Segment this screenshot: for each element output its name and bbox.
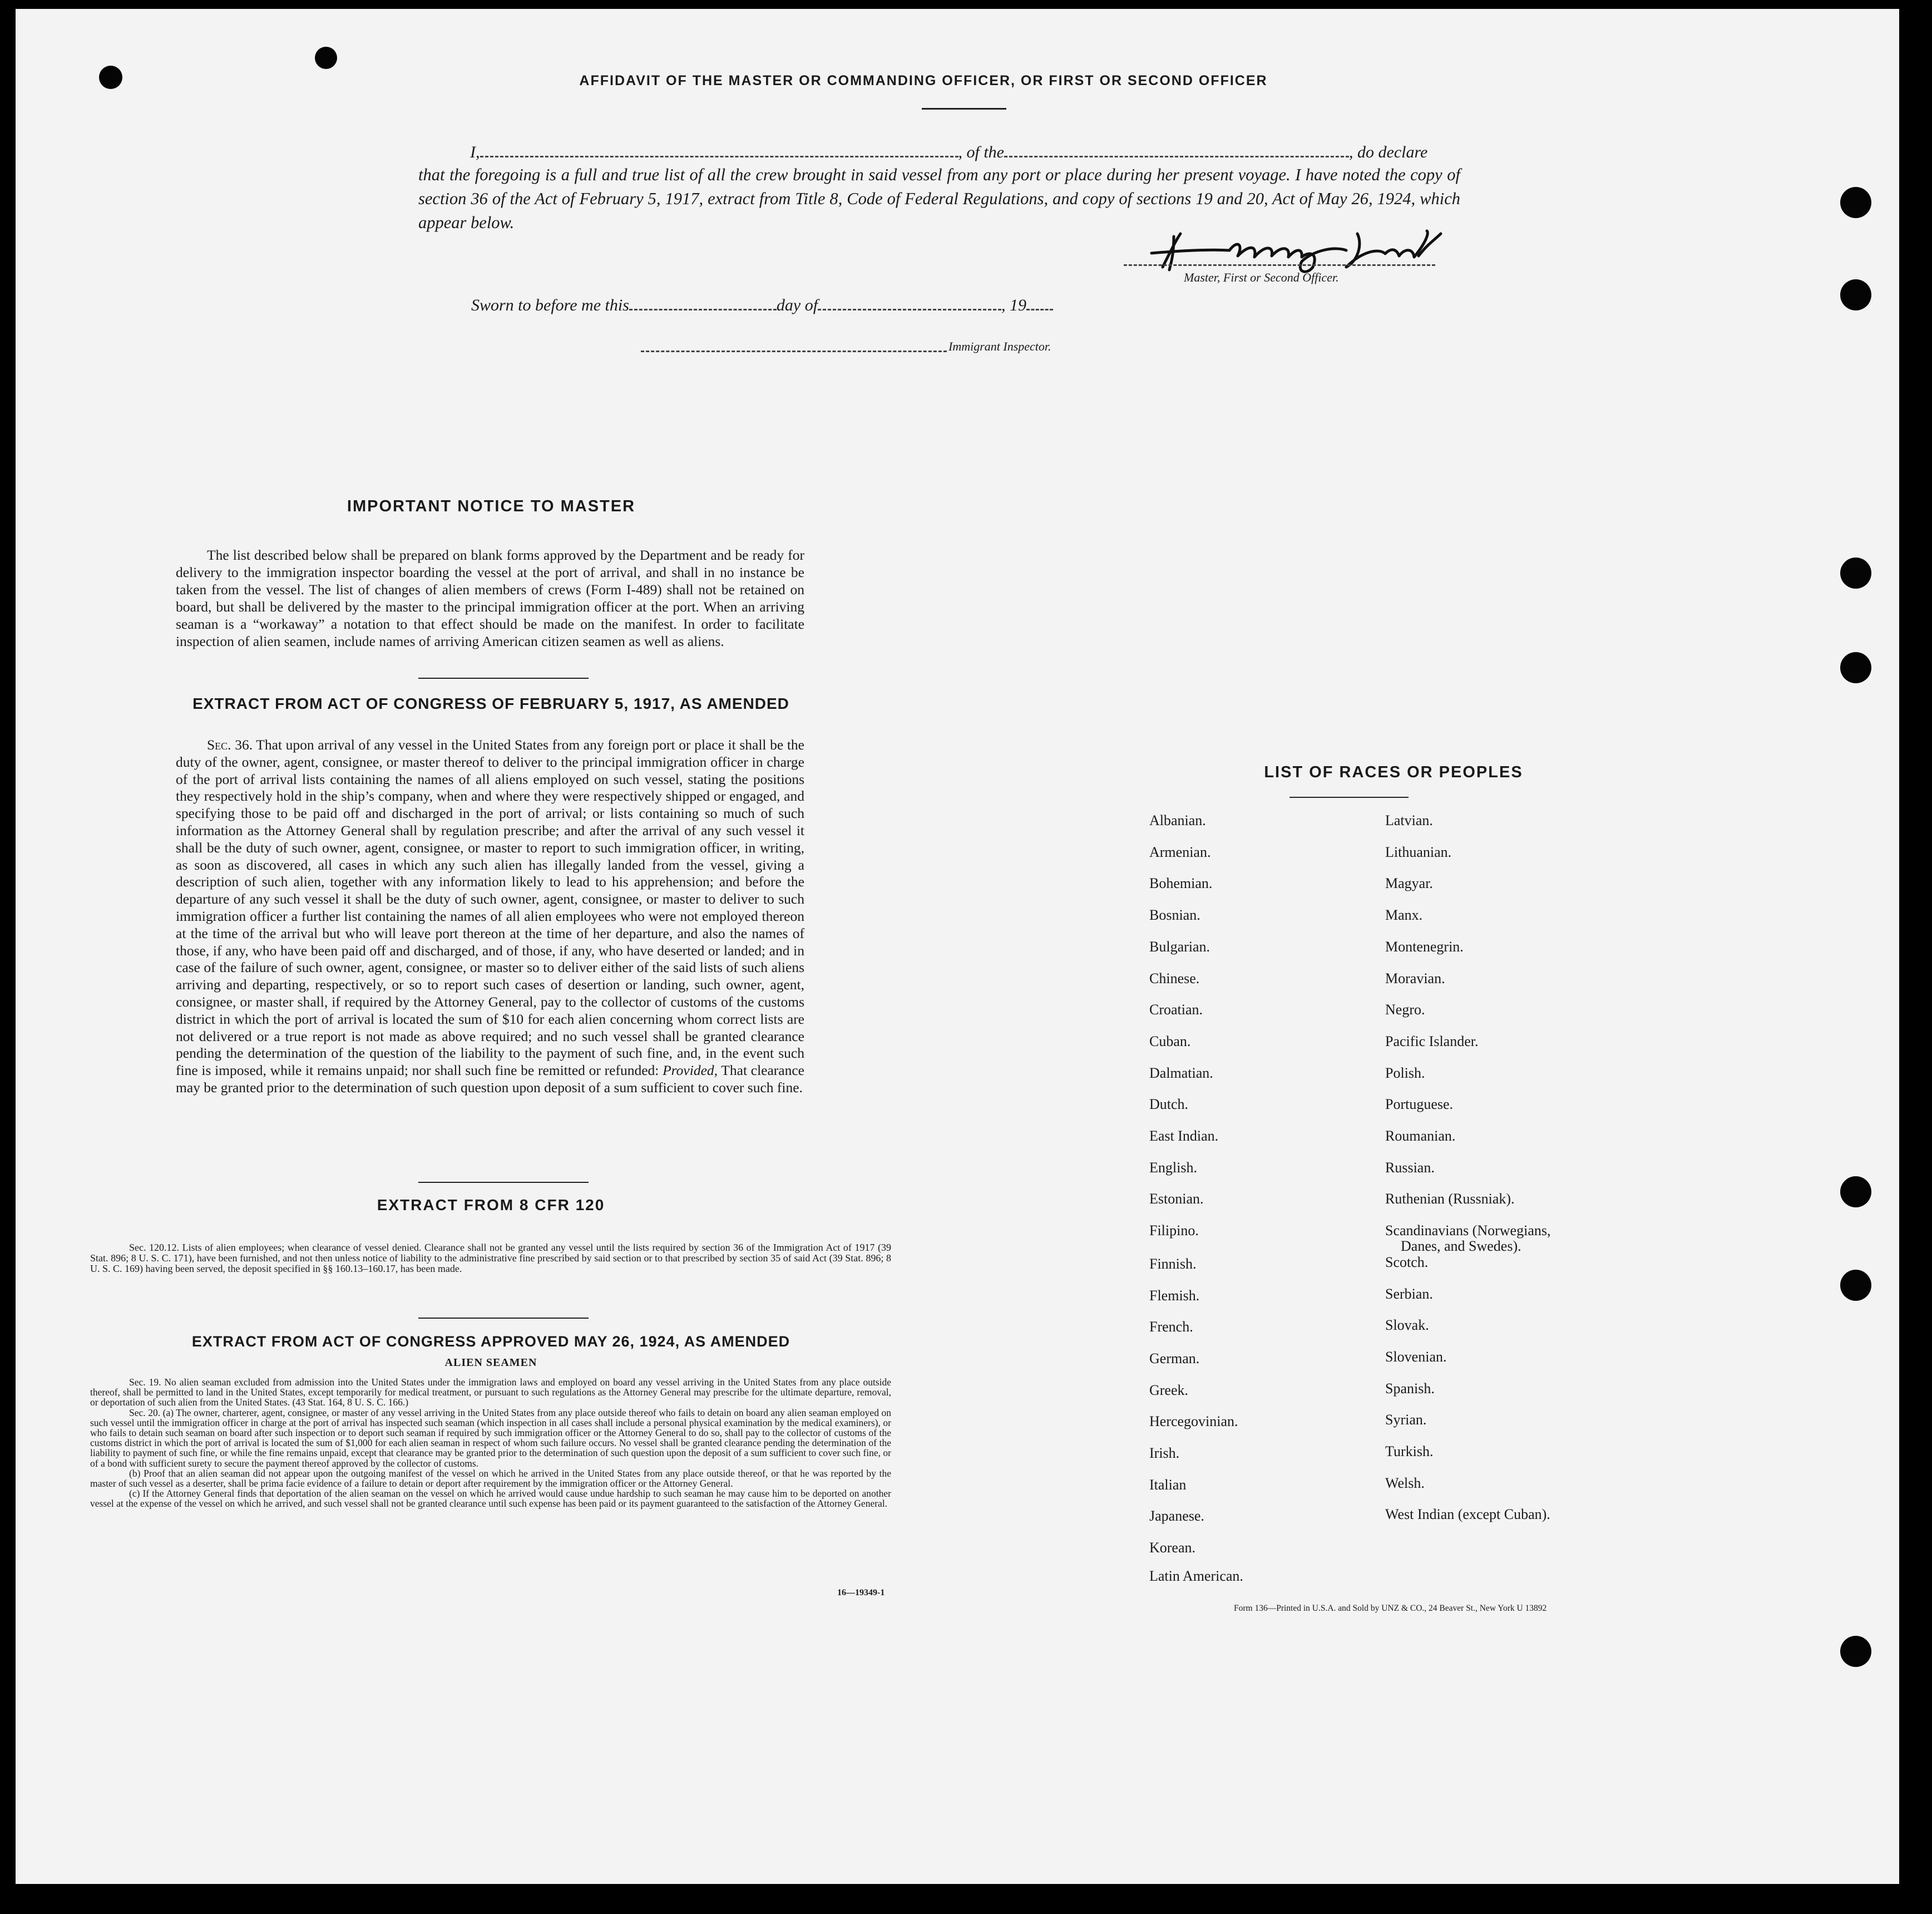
race-item: Japanese. [1149, 1508, 1204, 1525]
signature-line [1124, 264, 1435, 266]
extract-1924-body [90, 1377, 891, 1509]
inspector-signature-line[interactable] [641, 351, 947, 352]
sec-19-text: Sec. 19. No alien seaman excluded from admission into the United States under the immigration laws and employed on board any vessel arriving in the United States from any place outside thereof, shall be permitted to land in the United States, except temporarily for medical treatment, or pursuant to such regulations as the Attorney General may prescribe for the ultimate departure, removal, or deportation of such alien from the United States. (43 Stat. 164, 8 U. S. C. 166.) [90, 1377, 891, 1408]
race-item: Roumanian. [1385, 1128, 1456, 1144]
sworn-month-field[interactable] [818, 292, 1001, 310]
race-item: Latvian. [1385, 812, 1433, 828]
label-i: I, [470, 143, 480, 161]
punch-hole [1840, 652, 1871, 683]
punch-hole [1840, 1636, 1871, 1667]
divider [418, 678, 589, 679]
race-item: Lithuanian. [1385, 843, 1452, 860]
cfr-title: EXTRACT FROM 8 CFR 120 [377, 1196, 605, 1213]
signature-caption: Master, First or Second Officer. [1184, 270, 1339, 284]
race-item: Negro. [1385, 1002, 1425, 1018]
label-sworn: Sworn to before me this [471, 296, 629, 314]
race-item: Montenegrin. [1385, 938, 1464, 955]
sec-20a-text: Sec. 20. (a) The owner, charterer, agent, consignee, or master of any vessel arriving in the United States from any place outside thereof who fails to detain on board any alien seaman employed on such vessel until the immigration officer in charge at the port of arrival has inspected such seaman (which inspection in all cases shall include a personal physical examination by the medical examiners), or who fails to detain such seaman on board after such inspection or to deport such seaman if required by such immigration officer or the Attorney General to do so, shall pay to the collector of customs of the customs district in which the port of arrival is located the sum of $1,000 for each alien seaman in respect of whom such failure occurs. No vessel shall be granted clearance pending the determination of the liability to payment of such fine, or while the fine remains unpaid, except that clearance may be granted prior to the determination of such question upon the deposit of a sum sufficient to cover such fine, or of a bond with sufficient surety to secure the payment thereof approved by the collector of customs. [90, 1407, 891, 1469]
provided-label: Provided, [663, 1062, 718, 1079]
race-item: Flemish. [1149, 1287, 1200, 1304]
extract-1917-title: EXTRACT FROM ACT OF CONGRESS OF FEBRUARY 5, 1917, AS AMENDED [192, 695, 789, 712]
sec-36-text: That upon arrival of any vessel in the United States from any foreign port or place it shall be the duty of the owner, agent, consignee, or master thereof to deliver to the principal immigration officer in charge of the port of arrival lists containing the names of all aliens employed on such vessel, stating the positions they respectively hold in the ship’s company, when and where they were respectively shipped or engaged, and specifying those to be paid off and discharged in the port of arrival; or lists containing so much of such information as the Attorney General shall by regulation prescribe; and after the arrival of any such vessel it shall be the duty of such owner, agent, consignee, or master to report to such immigration officer, in writing, as soon as discovered, all cases in which any such alien has illegally landed from the vessel, giving a description of such alien, together with any information likely to lead to his apprehension; and before the departure of any such vessel it shall be the duty of such owner, agent, consignee, or master to deliver to such immigration officer a further list containing the names of all alien employees who were not employed thereon at the time of the arrival but who will leave port thereon at the time of her departure, and also the names of those, if any, who have been paid off and discharged, and of those, if any, who have deserted or landed; and in case of the failure of such owner, agent, consignee, or master so to deliver either of the said lists of such aliens arriving and departing, respectively, or so to report such cases of desertion or landing, such owner, agent, consignee, or master shall, if required by the Attorney General, pay to the collector of customs of the customs district in which the port of arrival is located the sum of $10 for each alien concerning whom correct lists are not delivered or a true report is not made as above required; and no such vessel shall be granted clearance pending the determination of the question of the liability to the payment of such fine, and, in the event such fine is imposed, while it remains unpaid; nor shall such fine be remitted or refunded: [176, 737, 804, 1079]
sec-36-label: Sec. 36. [207, 737, 253, 753]
race-item: Bosnian. [1149, 907, 1200, 924]
race-item: Dutch. [1149, 1096, 1189, 1113]
race-item: Spanish. [1385, 1380, 1435, 1397]
extract-1917-body [176, 737, 804, 1097]
race-item: German. [1149, 1350, 1200, 1367]
race-item: Welsh. [1385, 1474, 1425, 1491]
sec-20c-text: (c) If the Attorney General finds that deportation of the alien seaman on the vessel on which he arrived would cause undue hardship to such seaman he may cause him to be deported on another vessel at the expense of the vessel on which he arrived, and such vessel shall not be granted clearance until such expense has been paid or its payment guaranteed to the satisfaction of the Attorney General. [90, 1488, 891, 1510]
race-item: Italian [1149, 1476, 1187, 1493]
race-item: Pacific Islander. [1385, 1033, 1479, 1049]
affidavit-body: that the foregoing is a full and true list of all the crew brought in said vessel from any port or place during her present voyage. I have noted the copy of section 36 of the Act of February 5, 1917, extract from Title 8, Code of Federal Regulations, and copy of sections 19 and 20, Act of May 26, 1924, which appear below. [418, 165, 1460, 232]
race-item: Moravian. [1385, 970, 1445, 986]
race-item: Portuguese. [1385, 1096, 1454, 1113]
race-item: Estonian. [1149, 1191, 1204, 1207]
printer-imprint: Form 136—Printed in U.S.A. and Sold by UNZ & CO., 24 Beaver St., New York U 13892 [1234, 1604, 1547, 1613]
punch-hole [1840, 1270, 1871, 1301]
race-item: Danes, and Swedes). [1401, 1238, 1521, 1255]
race-item: Syrian. [1385, 1412, 1427, 1428]
race-item: Finnish. [1149, 1255, 1197, 1272]
affidavit-title: AFFIDAVIT OF THE MASTER OR COMMANDING OFFICER, OR FIRST OR SECOND OFFICER [579, 73, 1268, 88]
race-item: Greek. [1149, 1382, 1189, 1398]
divider [418, 1318, 589, 1319]
race-item: Chinese. [1149, 970, 1200, 986]
provided-text: That clearance may be granted prior to the determination of such question upon deposit of a sum sufficient to cover such fine. [176, 1062, 805, 1096]
sworn-year-field[interactable] [1026, 292, 1053, 310]
races-title-underline [1289, 797, 1409, 798]
name-field[interactable] [480, 139, 958, 157]
vessel-field[interactable] [1004, 139, 1349, 157]
race-item: Korean. [1149, 1540, 1196, 1556]
race-item: Filipino. [1149, 1222, 1199, 1239]
race-item: Scotch. [1385, 1254, 1429, 1270]
race-item: Cuban. [1149, 1033, 1191, 1049]
race-item: Bohemian. [1149, 875, 1213, 892]
race-item: Ruthenian (Russniak). [1385, 1191, 1515, 1207]
race-item: Albanian. [1149, 812, 1206, 828]
race-item: Magyar. [1385, 875, 1433, 892]
notice-title: IMPORTANT NOTICE TO MASTER [347, 497, 636, 515]
sec-20b-text: (b) Proof that an alien seaman did not appear upon the outgoing manifest of the vessel on which he arrived in the United States from any place outside thereof, or that he was reported by the master of such vessel as a deserter, shall be prima facie evidence of a failure to detain or deport after requirement by the immigration officer or the Attorney General. [90, 1467, 891, 1489]
race-item: Armenian. [1149, 843, 1211, 860]
race-item: Slovenian. [1385, 1348, 1447, 1365]
title-underline [922, 108, 1006, 110]
punch-hole [99, 66, 122, 89]
notice-body: The list described below shall be prepared on blank forms approved by the Department and be ready for delivery to the immigration inspector boarding the vessel at the port of arrival, and shall in no instance be taken from the vessel. The list of changes of alien members of crews (Form I-489) shall not be retained on board, but shall be delivered by the master to the principal immigration officer at the port. When an arriving seaman is a “workaway” a notation to that effect should be made on the manifest. In order to facilitate inspection of alien seamen, include names of arriving American citizen seamen as well as aliens. [176, 547, 804, 649]
race-item: Latin American. [1149, 1568, 1243, 1585]
race-item: Manx. [1385, 907, 1423, 924]
race-item: Slovak. [1385, 1317, 1429, 1334]
label-day-of: day of [776, 296, 818, 314]
punch-hole [1840, 558, 1871, 589]
race-item: Scandinavians (Norwegians, [1385, 1222, 1551, 1239]
label-year: , 19 [1001, 296, 1027, 314]
label-do-declare: , do declare [1349, 143, 1428, 161]
divider [418, 1182, 589, 1183]
form-number: 16—19349-1 [837, 1588, 885, 1597]
race-item: West Indian (except Cuban). [1385, 1506, 1550, 1523]
race-item: Turkish. [1385, 1443, 1434, 1459]
races-left-column [1149, 813, 1372, 1592]
sworn-line [471, 292, 1053, 315]
extract-1924-subtitle: ALIEN SEAMEN [444, 1356, 537, 1369]
extract-1924-title: EXTRACT FROM ACT OF CONGRESS APPROVED MAY 26, 1924, AS AMENDED [191, 1333, 790, 1350]
inspector-caption: Immigrant Inspector. [948, 339, 1051, 353]
race-item: Dalmatian. [1149, 1064, 1213, 1081]
punch-hole [1840, 279, 1871, 310]
punch-hole [315, 47, 337, 69]
race-item: East Indian. [1149, 1128, 1219, 1144]
sworn-day-field[interactable] [629, 292, 777, 310]
race-item: Croatian. [1149, 1002, 1203, 1018]
race-item: Serbian. [1385, 1285, 1433, 1302]
punch-hole [1840, 187, 1871, 218]
race-item: English. [1149, 1159, 1197, 1176]
label-of-the: , of the [958, 143, 1004, 161]
race-item: Polish. [1385, 1064, 1425, 1081]
races-right-column [1385, 813, 1663, 1592]
punch-hole [1840, 1176, 1871, 1207]
race-item: French. [1149, 1319, 1193, 1335]
race-item: Russian. [1385, 1159, 1435, 1176]
race-item: Irish. [1149, 1445, 1180, 1461]
cfr-body: Sec. 120.12. Lists of alien employees; when clearance of vessel denied. Clearance shall not be granted any vessel until the lists required by section 36 of the Immigration Act of 1917 (39 Stat. 896; 8 U. S. C. 171), have been furnished, and not then unless notice of liability to the administrative fine prescribed by said section or to that prescribed by section 35 of said Act (39 Stat. 896; 8 U. S. C. 169) having been served, the deposit specified in §§ 160.13–160.17, has been made. [90, 1242, 891, 1274]
race-item: Bulgarian. [1149, 938, 1210, 955]
races-title: LIST OF RACES OR PEOPLES [1264, 763, 1523, 781]
race-item: Hercegovinian. [1149, 1413, 1238, 1430]
affidavit-declaration-line [470, 139, 1466, 162]
